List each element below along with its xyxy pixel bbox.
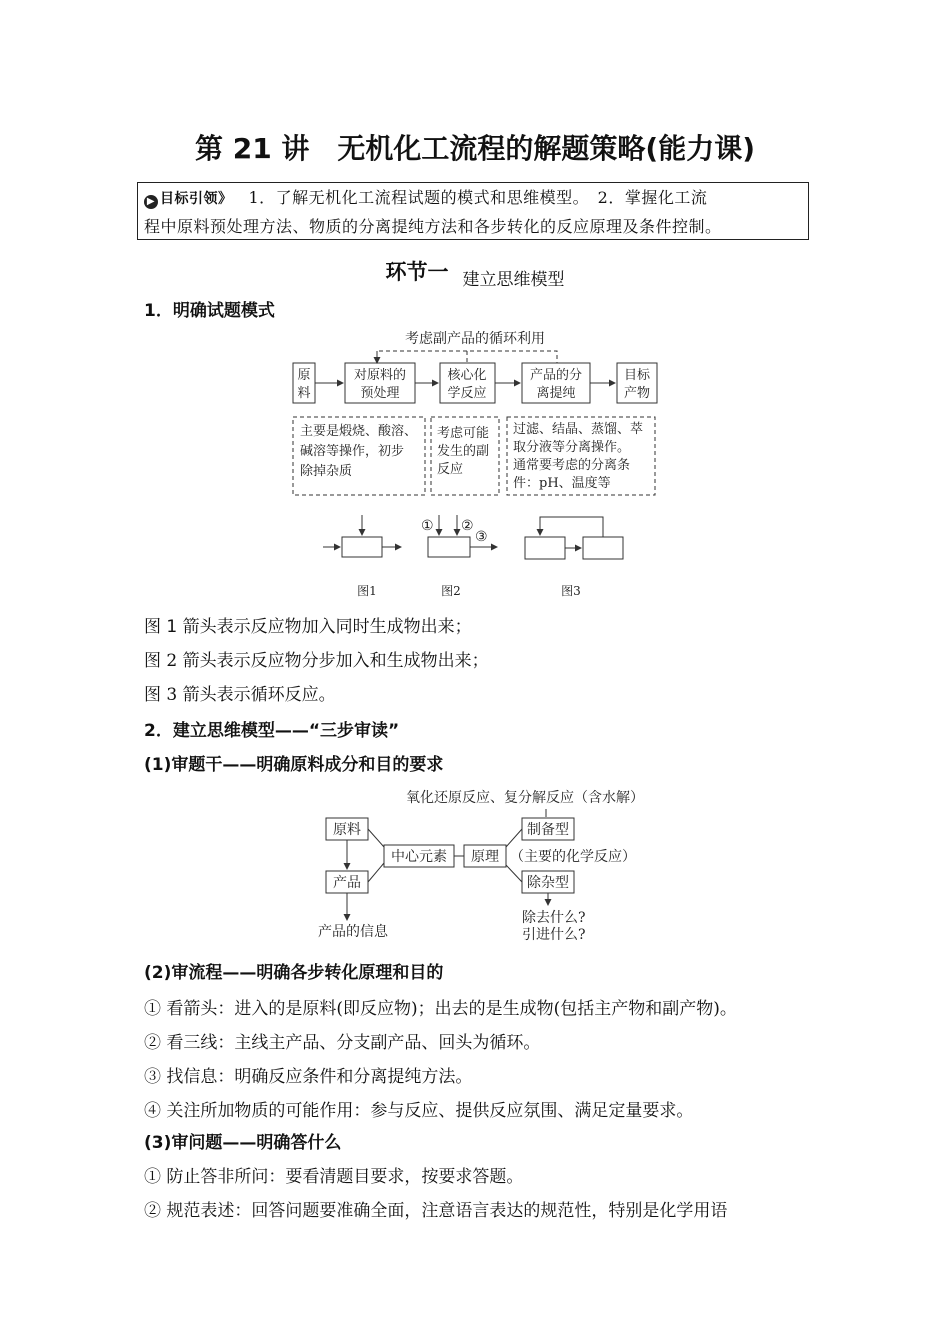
center-element: 中心元素 xyxy=(391,849,447,865)
heading-1: 1．明确试题模式 xyxy=(144,301,275,321)
goal-line-1: 1．了解无机化工流程试题的模式和思维模型。 2．掌握化工流 xyxy=(248,188,708,207)
flow-item-1: ① 看箭头：进入的是原料(即反应物)；出去的是生成物(包括主产物和副产物)。 xyxy=(144,999,737,1019)
svg-text:考虑可能: 考虑可能 xyxy=(437,426,490,441)
raw-label: 原料 xyxy=(333,822,361,838)
svg-text:对原料的: 对原料的 xyxy=(353,368,407,383)
svg-text:除掉杂质: 除掉杂质 xyxy=(300,464,353,479)
section-header xyxy=(0,256,950,290)
question-remove: 除去什么? xyxy=(522,910,586,926)
removal-type: 除杂型 xyxy=(527,875,569,891)
svg-text:图2: 图2 xyxy=(441,584,461,598)
flow-item-3: ③ 找信息：明确反应条件和分离提纯方法。 xyxy=(144,1067,473,1087)
page-title: 第 21 讲 无机化工流程的解题策略(能力课) xyxy=(194,132,756,165)
heading-2-3: (3)审问题——明确答什么 xyxy=(144,1133,342,1153)
fig-desc-3: 图 3 箭头表示循环反应。 xyxy=(144,685,336,705)
svg-text:原: 原 xyxy=(297,368,311,383)
svg-text:核心化: 核心化 xyxy=(447,368,487,383)
svg-text:反应: 反应 xyxy=(437,462,464,477)
goal-line-2: 程中原料预处理方法、物质的分离提纯方法和各步转化的反应原理及条件控制。 xyxy=(144,217,722,236)
goal-tag-label: 目标引领 xyxy=(160,191,218,207)
question-item-1: ① 防止答非所问：要看清题目要求，按要求答题。 xyxy=(144,1167,524,1187)
svg-text:料: 料 xyxy=(297,386,311,401)
svg-text:过滤、结晶、蒸馏、萃: 过滤、结晶、蒸馏、萃 xyxy=(513,422,644,437)
svg-text:碱溶等操作，初步: 碱溶等操作，初步 xyxy=(300,444,405,459)
product-info: 产品的信息 xyxy=(318,924,388,940)
heading-2-1: (1)审题干——明确原料成分和目的要求 xyxy=(144,755,444,775)
svg-text:取分液等分离操作。: 取分液等分离操作。 xyxy=(513,440,631,455)
prep-type: 制备型 xyxy=(527,822,569,838)
fig-desc-1: 图 1 箭头表示反应物加入同时生成物出来； xyxy=(144,617,472,637)
svg-text:目标: 目标 xyxy=(623,368,651,383)
question-introduce: 引进什么? xyxy=(522,927,586,943)
heading-2-2: (2)审流程——明确各步转化原理和目的 xyxy=(144,963,444,983)
main-reaction: （主要的化学反应） xyxy=(510,849,636,865)
play-icon: ▶ xyxy=(144,195,158,209)
svg-text:图1: 图1 xyxy=(357,584,377,598)
svg-text:预处理: 预处理 xyxy=(360,386,400,401)
svg-text:通常要考虑的分离条: 通常要考虑的分离条 xyxy=(513,458,631,473)
learning-goals-box xyxy=(137,182,809,240)
fig-desc-2: 图 2 箭头表示反应物分步加入和生成物出来； xyxy=(144,651,489,671)
reaction-types: 氧化还原反应、复分解反应（含水解） xyxy=(406,790,644,806)
svg-text:①: ① xyxy=(421,518,434,534)
principle-label: 原理 xyxy=(471,849,499,865)
flow-item-2: ② 看三线：主线主产品、分支副产品、回头为循环。 xyxy=(144,1033,541,1053)
svg-text:离提纯: 离提纯 xyxy=(536,386,576,401)
section-title: 建立思维模型 xyxy=(462,270,565,290)
goal-tag: ▶ 目标引领》 xyxy=(144,186,233,213)
svg-text:发生的副: 发生的副 xyxy=(437,444,490,459)
svg-text:学反应: 学反应 xyxy=(447,386,487,401)
flow-item-4: ④ 关注所加物质的可能作用：参与反应、提供反应氛围、满足定量要求。 xyxy=(144,1101,694,1121)
product-label: 产品 xyxy=(333,875,361,891)
svg-text:主要是煅烧、酸溶、: 主要是煅烧、酸溶、 xyxy=(300,424,418,439)
svg-text:图3: 图3 xyxy=(561,584,581,598)
svg-text:件：pH、温度等: 件：pH、温度等 xyxy=(513,476,611,491)
svg-text:②: ② xyxy=(461,518,474,534)
svg-text:产品的分: 产品的分 xyxy=(529,368,583,383)
svg-text:产物: 产物 xyxy=(623,386,651,401)
process-flow-diagram xyxy=(285,325,665,605)
recycle-label: 考虑副产品的循环利用 xyxy=(405,331,545,347)
thinking-model-diagram xyxy=(310,785,650,945)
section-number: 环节一 xyxy=(385,260,449,284)
question-item-2: ② 规范表述：回答问题要准确全面，注意语言表达的规范性，特别是化学用语 xyxy=(144,1201,728,1221)
heading-2: 2．建立思维模型——“三步审读” xyxy=(144,721,400,741)
svg-text:③: ③ xyxy=(475,529,488,545)
